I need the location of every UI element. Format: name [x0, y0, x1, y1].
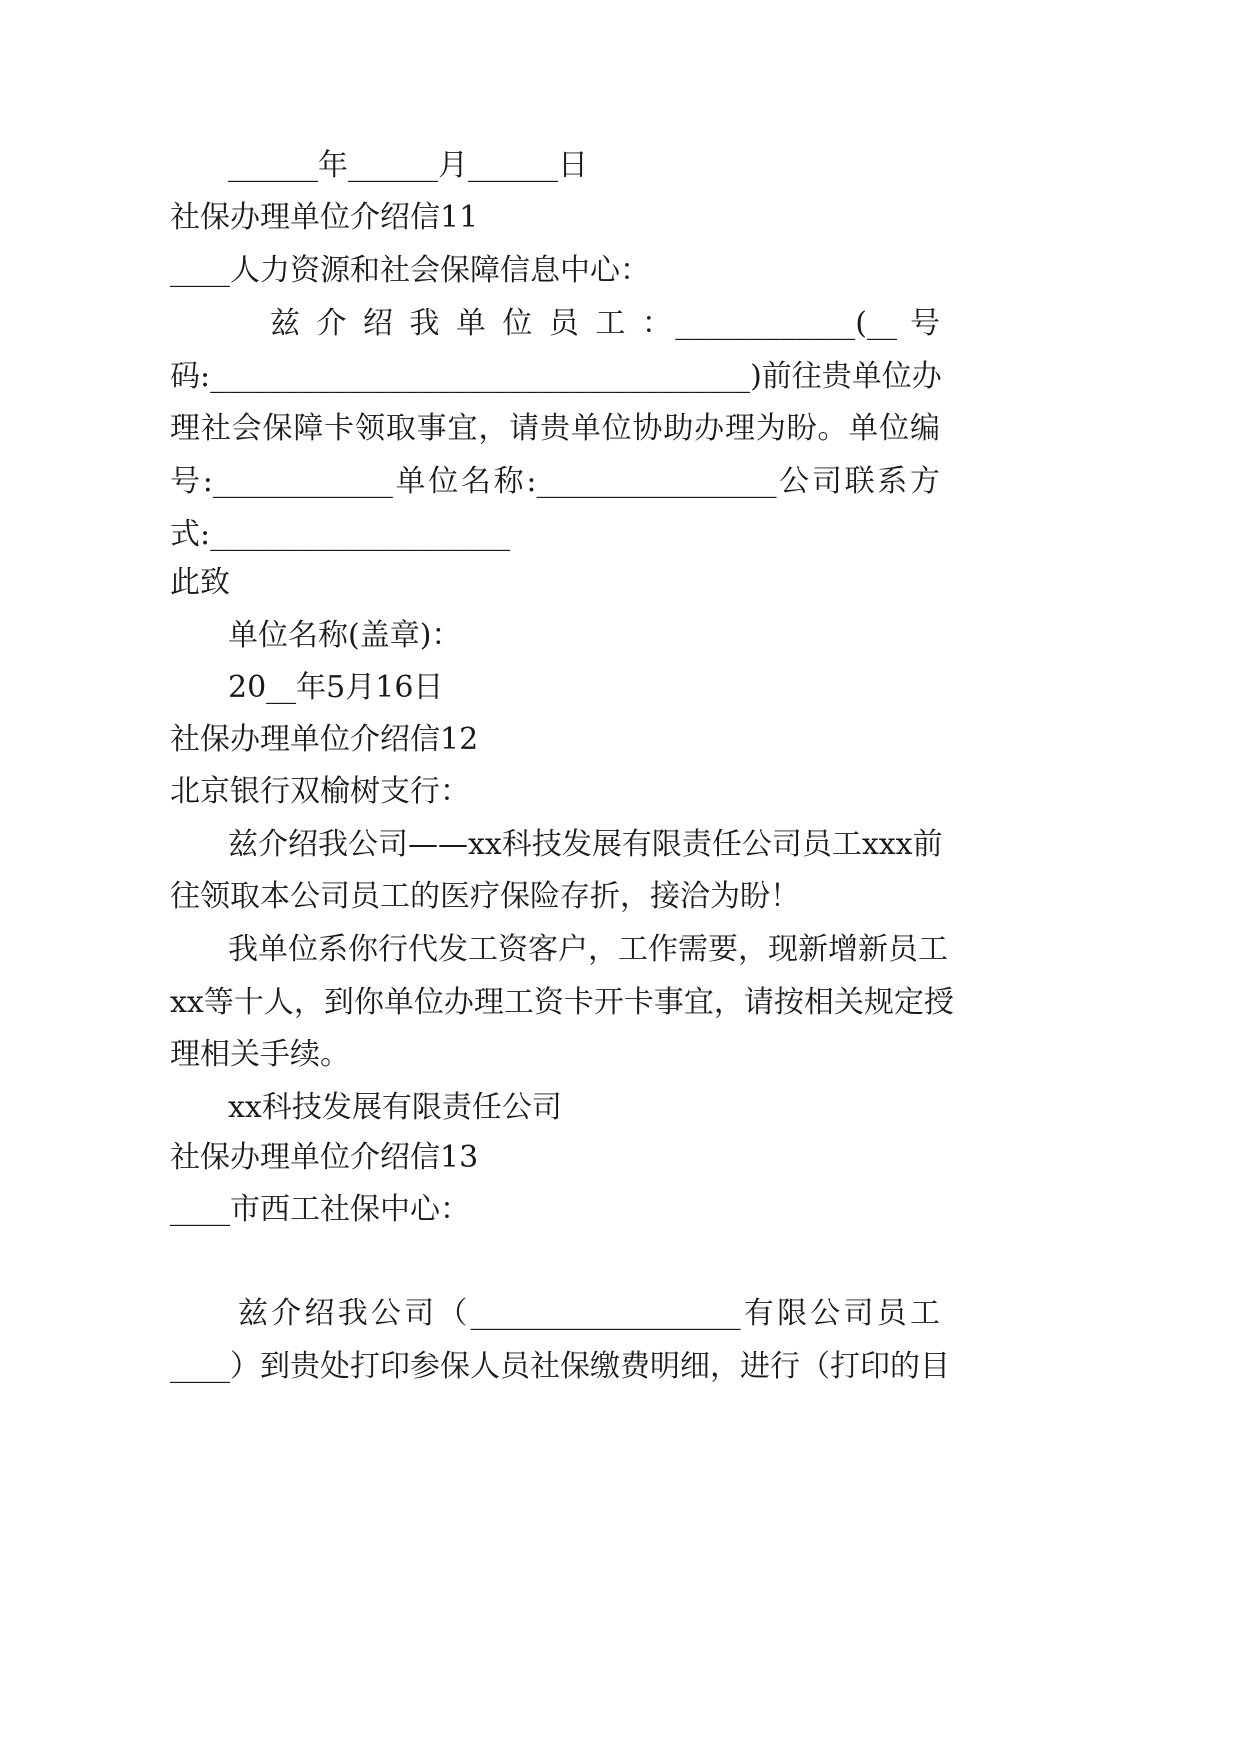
letter-13-body-line: 兹介绍我公司（__________________有限公司员工 — [238, 1296, 940, 1331]
letter-12-para2-line: 理相关手续。 — [170, 1037, 350, 1072]
letter-11-addressee: ____人力资源和社会保障信息中心： — [170, 253, 650, 288]
letter-12-title: 社保办理单位介绍信12 — [170, 722, 479, 757]
letter-12-addressee: 北京银行双榆树支行： — [170, 774, 470, 809]
letter-12-para1-line: 往领取本公司员工的医疗保险存折，接洽为盼！ — [170, 879, 800, 914]
letter-11-body-line: 码:____________________________________)前往贵单位办 — [170, 359, 942, 394]
letter-13-addressee: ____市西工社保中心： — [170, 1192, 470, 1227]
letter-11-body-line: 式:____________________ — [170, 517, 511, 552]
letter-11-date: 20__年5月16日 — [228, 670, 444, 705]
letter-13-body-line: ____）到贵处打印参保人员社保缴费明细，进行（打印的目 — [170, 1349, 950, 1384]
date-blank-line: ______年______月______日 — [228, 148, 588, 183]
letter-11-body-line: 号:____________单位名称:________________公司联系方 — [170, 464, 940, 499]
letter-11-body-line: 兹 介 绍 我 单 位 员 工 ：____________(__ 号 — [270, 306, 940, 341]
letter-12-para1-line: 兹介绍我公司——xx科技发展有限责任公司员工xxx前 — [228, 827, 943, 862]
letter-12-signature: xx科技发展有限责任公司 — [228, 1090, 562, 1125]
letter-11-closing: 此致 — [170, 565, 230, 600]
letter-12-para2-line: xx等十人，到你单位办理工资卡开卡事宜，请按相关规定授 — [170, 985, 954, 1020]
letter-11-title: 社保办理单位介绍信11 — [170, 200, 479, 235]
letter-12-para2-line: 我单位系你行代发工资客户，工作需要，现新增新员工 — [228, 932, 948, 967]
letter-11-signature: 单位名称(盖章)： — [228, 618, 462, 653]
letter-11-body-line: 理社会保障卡领取事宜，请贵单位协助办理为盼。单位编 — [170, 411, 940, 446]
letter-13-title: 社保办理单位介绍信13 — [170, 1140, 479, 1175]
